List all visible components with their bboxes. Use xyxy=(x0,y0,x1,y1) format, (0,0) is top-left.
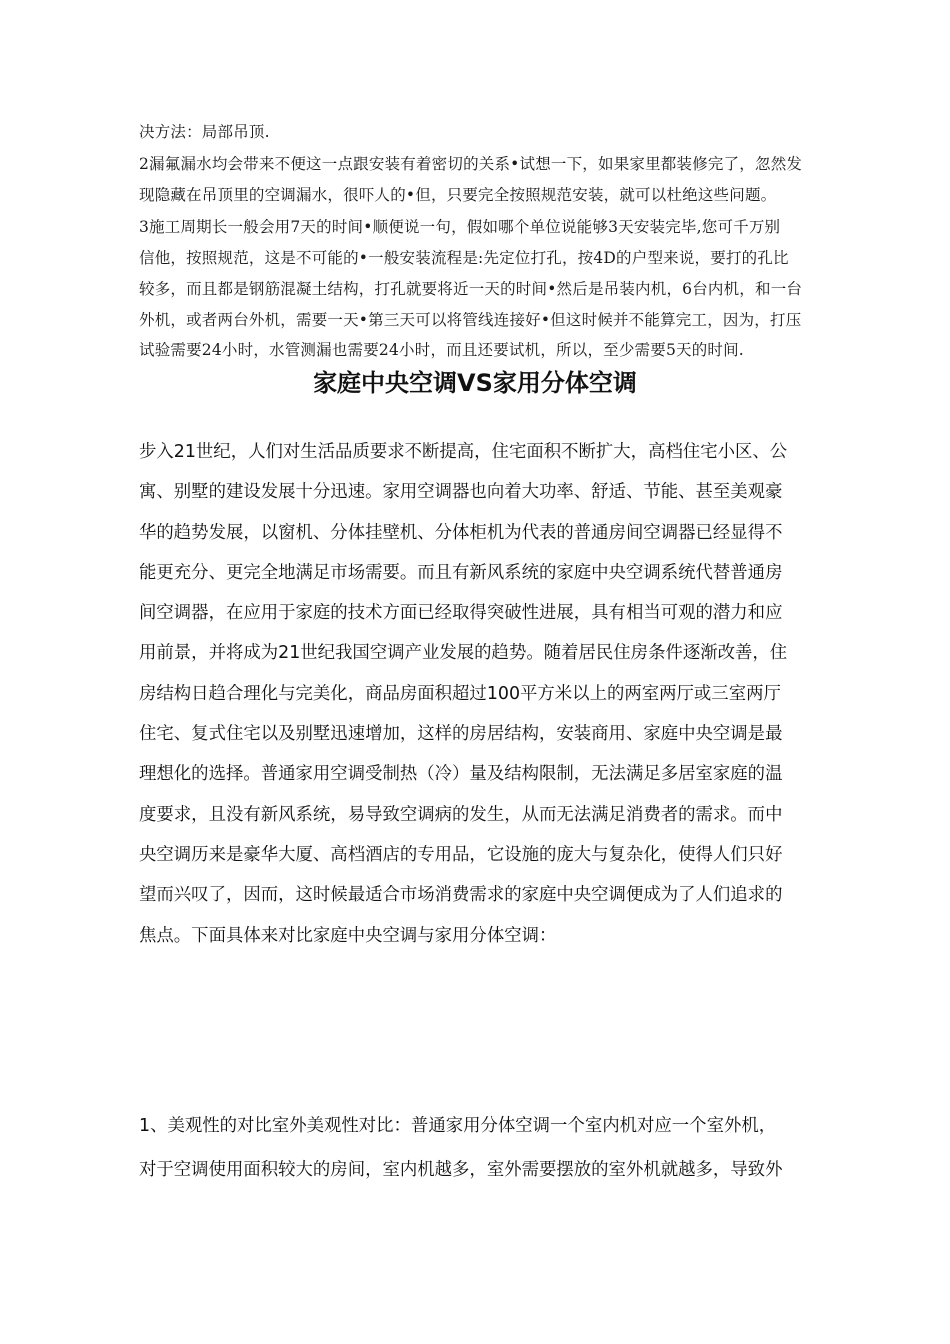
body-line: 央空调历来是豪华大厦、高档酒店的专用品，它设施的庞大与复杂化，使得人们只好 xyxy=(139,844,783,865)
body-line: 寓、别墅的建设发展十分迅速。家用空调器也向着大功率、舒适、节能、甚至美观豪 xyxy=(139,482,783,503)
section-line: 1、美观性的对比室外美观性对比：普通家用分体空调一个室内机对应一个室外机， xyxy=(139,1116,777,1136)
text-line: 信他，按照规范，这是不可能的•一般安装流程是:先定位打孔，按4D的户型来说，要打的孔比 xyxy=(139,249,789,267)
text-line: 3施工周期长一般会用7天的时间•顺便说一句，假如哪个单位说能够3天安装完毕,您可千万别 xyxy=(139,218,781,236)
text-line: 较多，而且都是钢筋混凝土结构，打孔就要将近一天的时间•然后是吊装内机，6台内机，和一台 xyxy=(139,280,803,298)
body-line: 焦点。下面具体来对比家庭中央空调与家用分体空调： xyxy=(139,925,557,946)
body-line: 度要求，且没有新风系统，易导致空调病的发生，从而无法满足消费者的需求。而中 xyxy=(139,804,783,825)
text-line: 决方法：局部吊顶. xyxy=(139,123,270,141)
body-line: 房结构日趋合理化与完美化，商品房面积超过100平方米以上的两室两厅或三室两厅 xyxy=(139,683,781,704)
section-1 xyxy=(139,1104,819,1192)
body-line: 能更充分、更完全地满足市场需要。而且有新风系统的家庭中央空调系统代替普通房 xyxy=(139,562,783,583)
body-line: 望而兴叹了，因而，这时候最适合市场消费需求的家庭中央空调便成为了人们追求的 xyxy=(139,885,783,906)
text-line: 2漏氟漏水均会带来不便这一点跟安装有着密切的关系•试想一下，如果家里都装修完了，忽然发 xyxy=(139,155,803,173)
body-line: 用前景，并将成为21世纪我国空调产业发展的趋势。随着居民住房条件逐渐改善，住 xyxy=(139,643,788,664)
text-line: 试验需要24小时，水管测漏也需要24小时，而且还要试机，所以，至少需要5天的时间. xyxy=(139,341,744,359)
text-line: 外机，或者两台外机，需要一天•第三天可以将管线连接好•但这时候并不能算完工，因为，打压 xyxy=(139,311,802,329)
body-line: 住宅、复式住宅以及别墅迅速增加，这样的房居结构，安装商用、家庭中央空调是最 xyxy=(139,724,783,745)
article-body xyxy=(139,432,819,956)
section-line: 对于空调使用面积较大的房间，室内机越多，室外需要摆放的室外机就越多，导致外 xyxy=(139,1160,783,1180)
body-line: 间空调器，在应用于家庭的技术方面已经取得突破性进展，具有相当可观的潜力和应 xyxy=(139,603,783,624)
body-line: 步入21世纪，人们对生活品质要求不断提高，住宅面积不断扩大，高档住宅小区、公 xyxy=(139,442,788,462)
body-line: 理想化的选择。普通家用空调受制热（冷）量及结构限制，无法满足多居室家庭的温 xyxy=(139,764,783,785)
body-line: 华的趋势发展，以窗机、分体挂壁机、分体柜机为代表的普通房间空调器已经显得不 xyxy=(139,522,783,543)
text-line: 现隐藏在吊顶里的空调漏水，很吓人的•但，只要完全按照规范安装，就可以杜绝这些问题。 xyxy=(139,186,777,204)
article-title: 家庭中央空调VS家用分体空调 xyxy=(313,369,637,397)
